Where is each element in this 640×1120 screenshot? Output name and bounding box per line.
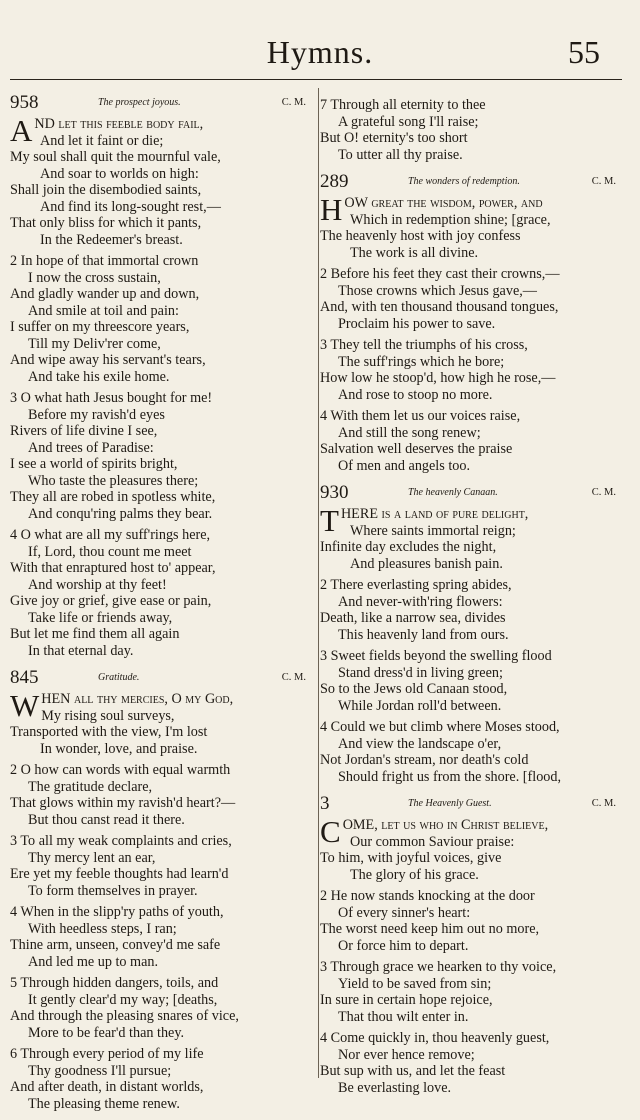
verse-line: OW great the wisdom, power, and bbox=[344, 195, 543, 211]
verse-line: Proclaim his power to save. bbox=[338, 315, 496, 332]
verse-line: 4 O what are all my suff'rings here, bbox=[10, 527, 211, 543]
verse-line: Give joy or grief, give ease or pain, bbox=[10, 593, 212, 609]
verse-line: Ere yet my feeble thoughts had learn'd bbox=[10, 866, 229, 882]
hymn-title: The Heavenly Guest. bbox=[408, 798, 492, 809]
verse-line: My rising soul surveys, bbox=[41, 707, 175, 724]
stanza bbox=[320, 1030, 620, 1096]
verse-line: It gently clear'd my way; [deaths, bbox=[28, 991, 218, 1008]
hymn bbox=[10, 92, 310, 659]
verse-line: And find its long-sought rest,— bbox=[40, 198, 221, 215]
hymn-header bbox=[320, 482, 620, 506]
verse-line: In wonder, love, and praise. bbox=[40, 740, 198, 757]
stanza bbox=[10, 975, 310, 1041]
verse-line: Be everlasting love. bbox=[338, 1079, 452, 1096]
stanza bbox=[10, 527, 310, 659]
verse-line: 4 When in the slipp'ry paths of youth, bbox=[10, 904, 224, 920]
verse-line: 2 In hope of that immortal crown bbox=[10, 253, 199, 269]
hymn bbox=[320, 97, 620, 163]
drop-cap: W bbox=[10, 688, 40, 723]
hymn bbox=[320, 171, 620, 474]
stanza bbox=[320, 577, 620, 643]
stanza bbox=[320, 719, 620, 785]
hymn-number: 3 bbox=[320, 793, 330, 814]
verse-line: That glows within my ravish'd heart?— bbox=[10, 795, 236, 811]
verse-line: But thou canst read it there. bbox=[28, 811, 185, 828]
drop-cap: A bbox=[10, 113, 33, 148]
verse-line: If, Lord, thou count me meet bbox=[28, 543, 192, 560]
page-title: Hymns. bbox=[266, 34, 374, 70]
hymn-header bbox=[10, 92, 310, 116]
verse-line: Who taste the pleasures there; bbox=[28, 472, 199, 489]
verse-line: How low he stoop'd, how high he rose,— bbox=[320, 370, 556, 386]
verse-line: But sup with us, and let the feast bbox=[320, 1063, 506, 1079]
verse-line: And worship at thy feet! bbox=[28, 576, 167, 593]
hymn-title: The prospect joyous. bbox=[98, 97, 181, 108]
hymn-title: The heavenly Canaan. bbox=[408, 487, 498, 498]
verse-line: And never-with'ring flowers: bbox=[338, 593, 503, 610]
verse-line: The work is all divine. bbox=[350, 244, 479, 261]
verse-line: HEN all thy mercies, O my God, bbox=[41, 691, 234, 707]
verse-line: I now the cross sustain, bbox=[28, 269, 161, 286]
hymn-meter: C. M. bbox=[591, 176, 616, 187]
verse-line: OME, let us who in Christ believe, bbox=[342, 817, 549, 833]
verse-line: And through the pleasing snares of vice, bbox=[10, 1008, 239, 1024]
verse-line: And smile at toil and pain: bbox=[28, 302, 179, 319]
stanza bbox=[10, 762, 310, 828]
verse-line: And pleasures banish pain. bbox=[350, 555, 503, 572]
verse-line: And rose to stoop no more. bbox=[338, 386, 493, 403]
verse-line: Those crowns which Jesus gave,— bbox=[338, 282, 537, 299]
left-column bbox=[10, 92, 310, 1120]
verse-line: They all are robed in spotless white, bbox=[10, 489, 216, 505]
hymn-meter: C. M. bbox=[591, 487, 616, 498]
stanza bbox=[320, 648, 620, 714]
verse-line: And take his exile home. bbox=[28, 368, 170, 385]
verse-line: Or force him to depart. bbox=[338, 937, 469, 954]
stanza bbox=[10, 904, 310, 970]
verse-line: 3 Through grace we hearken to thy voice, bbox=[320, 959, 557, 975]
stanza bbox=[320, 523, 620, 573]
verse-line: This heavenly land from ours. bbox=[338, 626, 509, 643]
verse-line: The gratitude declare, bbox=[28, 778, 153, 795]
verse-line: 4 Could we but climb where Moses stood, bbox=[320, 719, 560, 735]
verse-line: In that eternal day. bbox=[28, 642, 134, 659]
verse-line: To form themselves in prayer. bbox=[28, 882, 198, 899]
verse-line: 6 Through every period of my life bbox=[10, 1046, 204, 1062]
verse-line: To utter all thy praise. bbox=[338, 146, 463, 163]
verse-line: That only bliss for which it pants, bbox=[10, 215, 202, 231]
verse-line: And wipe away his servant's tears, bbox=[10, 352, 206, 368]
verse-line: I suffer on my threescore years, bbox=[10, 319, 190, 335]
verse-line: 2 He now stands knocking at the door bbox=[320, 888, 535, 904]
page-header bbox=[0, 34, 640, 74]
verse-line: Not Jordan's stream, nor death's cold bbox=[320, 752, 529, 768]
right-column bbox=[320, 92, 620, 1104]
hymn-title: The wonders of redemption. bbox=[408, 176, 520, 187]
hymn bbox=[320, 482, 620, 785]
hymn-number: 958 bbox=[10, 92, 39, 113]
verse-line: And trees of Paradise: bbox=[28, 439, 154, 456]
verse-line: Before my ravish'd eyes bbox=[28, 406, 165, 423]
stanza bbox=[320, 834, 620, 884]
verse-line: And gladly wander up and down, bbox=[10, 286, 200, 302]
verse-line: And still the song renew; bbox=[338, 424, 481, 441]
column-divider bbox=[318, 88, 319, 1078]
drop-cap: H bbox=[320, 192, 343, 227]
stanza bbox=[10, 253, 310, 385]
stanza bbox=[10, 1046, 310, 1112]
verse-line: Yield to be saved from sin; bbox=[338, 975, 492, 992]
verse-line: So to the Jews old Canaan stood, bbox=[320, 681, 508, 697]
verse-line: With that enraptured host to' appear, bbox=[10, 560, 216, 576]
verse-line: 7 Through all eternity to thee bbox=[320, 97, 486, 113]
verse-line: Our common Saviour praise: bbox=[350, 833, 515, 850]
verse-line: And, with ten thousand thousand tongues, bbox=[320, 299, 559, 315]
hymn-meter: C. M. bbox=[591, 798, 616, 809]
stanza bbox=[10, 833, 310, 899]
stanza bbox=[320, 212, 620, 262]
verse-line: 5 Through hidden dangers, toils, and bbox=[10, 975, 219, 991]
hymn bbox=[320, 793, 620, 1096]
verse-line: Transported with the view, I'm lost bbox=[10, 724, 208, 740]
verse-line: Till my Deliv'rer come, bbox=[28, 335, 161, 352]
hymn-number: 289 bbox=[320, 171, 349, 192]
verse-line: In the Redeemer's breast. bbox=[40, 231, 183, 248]
verse-line: I see a world of spirits bright, bbox=[10, 456, 178, 472]
verse-line: The pleasing theme renew. bbox=[28, 1095, 180, 1112]
page-number: 55 bbox=[568, 34, 600, 70]
verse-line: Thy goodness I'll pursue; bbox=[28, 1062, 172, 1079]
stanza bbox=[320, 408, 620, 474]
header-rule bbox=[10, 79, 622, 80]
verse-line: The glory of his grace. bbox=[350, 866, 479, 883]
verse-line: A grateful song I'll raise; bbox=[338, 113, 479, 130]
verse-line: My soul shall quit the mournful vale, bbox=[10, 149, 221, 165]
verse-line: Where saints immortal reign; bbox=[350, 522, 516, 539]
verse-line: Of men and angels too. bbox=[338, 457, 470, 474]
verse-line: Which in redemption shine; [grace, bbox=[350, 211, 551, 228]
hymn-header bbox=[320, 793, 620, 817]
verse-line: 4 With them let us our voices raise, bbox=[320, 408, 521, 424]
stanza bbox=[320, 266, 620, 332]
hymn-meter: C. M. bbox=[281, 672, 306, 683]
verse-line: And view the landscape o'er, bbox=[338, 735, 502, 752]
hymn-meter: C. M. bbox=[281, 97, 306, 108]
verse-line: The heavenly host with joy confess bbox=[320, 228, 521, 244]
verse-line: The worst need keep him out no more, bbox=[320, 921, 540, 937]
verse-line: But O! eternity's too short bbox=[320, 130, 468, 146]
verse-line: And led me up to man. bbox=[28, 953, 159, 970]
verse-line: Shall join the disembodied saints, bbox=[10, 182, 202, 198]
verse-line: That thou wilt enter in. bbox=[338, 1008, 469, 1025]
verse-line: More to be fear'd than they. bbox=[28, 1024, 185, 1041]
verse-line: ND let this feeble body fail, bbox=[34, 116, 204, 132]
verse-line: Take life or friends away, bbox=[28, 609, 173, 626]
stanza bbox=[320, 337, 620, 403]
stanza bbox=[320, 888, 620, 954]
hymn-header bbox=[320, 171, 620, 195]
verse-line: Infinite day excludes the night, bbox=[320, 539, 497, 555]
verse-line: Death, like a narrow sea, divides bbox=[320, 610, 506, 626]
verse-line: 2 O how can words with equal warmth bbox=[10, 762, 231, 778]
verse-line: Should fright us from the shore. [flood, bbox=[338, 768, 562, 785]
stanza bbox=[10, 708, 310, 758]
verse-line: With heedless steps, I ran; bbox=[28, 920, 177, 937]
verse-line: And conqu'ring palms they bear. bbox=[28, 505, 213, 522]
verse-line: Nor ever hence remove; bbox=[338, 1046, 475, 1063]
verse-line: In sure in certain hope rejoice, bbox=[320, 992, 493, 1008]
drop-cap: T bbox=[320, 503, 339, 538]
hymn-number: 930 bbox=[320, 482, 349, 503]
stanza bbox=[10, 133, 310, 249]
verse-line: Of every sinner's heart: bbox=[338, 904, 471, 921]
verse-line: Thy mercy lent an ear, bbox=[28, 849, 156, 866]
verse-line: 3 Sweet fields beyond the swelling flood bbox=[320, 648, 552, 664]
verse-line: But let me find them all again bbox=[10, 626, 180, 642]
verse-line: And after death, in distant worlds, bbox=[10, 1079, 204, 1095]
verse-line: 3 O what hath Jesus bought for me! bbox=[10, 390, 213, 406]
verse-line: Rivers of life divine I see, bbox=[10, 423, 158, 439]
verse-line: Thine arm, unseen, convey'd me safe bbox=[10, 937, 221, 953]
hymn-title: Gratitude. bbox=[98, 672, 140, 683]
verse-line: The suff'rings which he bore; bbox=[338, 353, 505, 370]
verse-line: 2 Before his feet they cast their crowns,— bbox=[320, 266, 560, 282]
hymn-header bbox=[10, 667, 310, 691]
verse-line: Salvation well deserves the praise bbox=[320, 441, 513, 457]
hymn bbox=[10, 667, 310, 1112]
verse-line: While Jordan roll'd between. bbox=[338, 697, 502, 714]
stanza bbox=[10, 390, 310, 522]
verse-line: And let it faint or die; bbox=[40, 132, 164, 149]
hymn-number: 845 bbox=[10, 667, 39, 688]
verse-line: 3 They tell the triumphs of his cross, bbox=[320, 337, 528, 353]
verse-line: 3 To all my weak complaints and cries, bbox=[10, 833, 232, 849]
verse-line: To him, with joyful voices, give bbox=[320, 850, 502, 866]
stanza bbox=[320, 97, 620, 163]
verse-line: Stand dress'd in living green; bbox=[338, 664, 503, 681]
verse-line: And soar to worlds on high: bbox=[40, 165, 199, 182]
verse-line: 2 There everlasting spring abides, bbox=[320, 577, 512, 593]
verse-line: 4 Come quickly in, thou heavenly guest, bbox=[320, 1030, 550, 1046]
drop-cap: C bbox=[320, 814, 341, 849]
verse-line: HERE is a land of pure delight, bbox=[340, 506, 529, 522]
stanza bbox=[320, 959, 620, 1025]
